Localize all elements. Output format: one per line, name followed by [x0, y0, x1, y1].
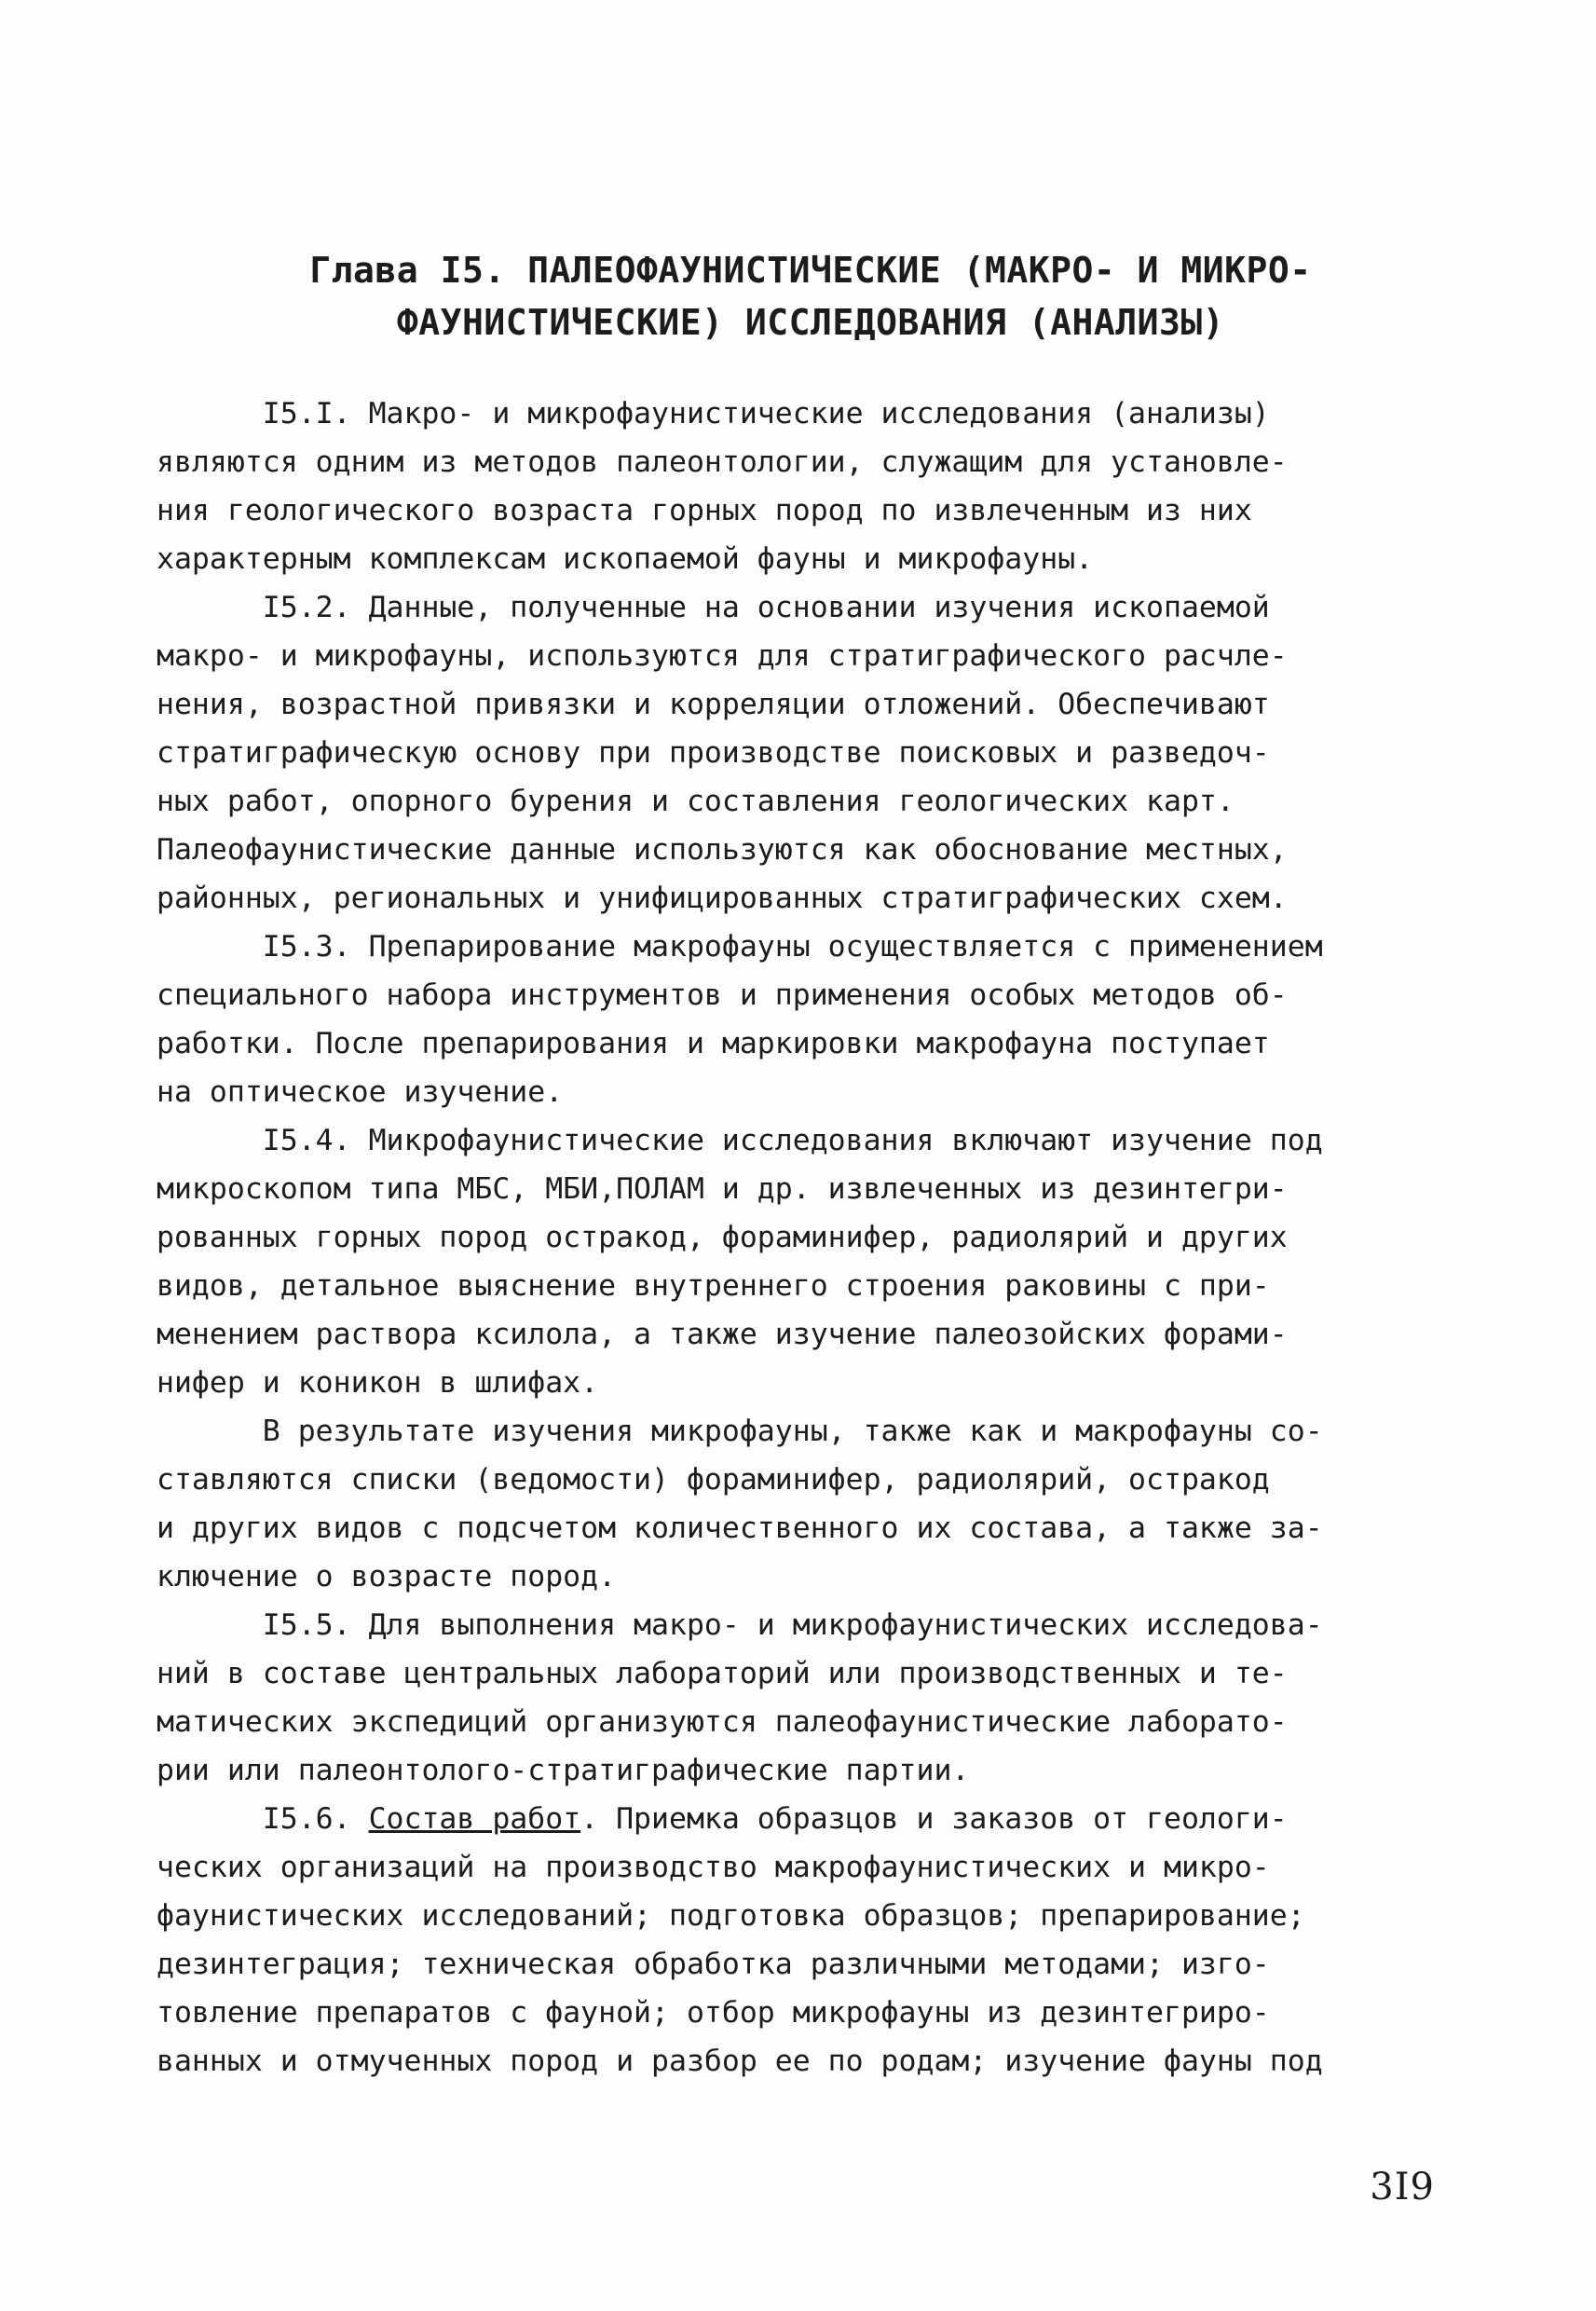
text-line: являются одним из методов палеонтологии, служащим для установле- — [157, 445, 1288, 479]
text-line: I5.5. Для выполнения макро- и микрофаунистических исследова- — [157, 1608, 1323, 1642]
text-line: макро- и микрофауны, используются для стратиграфического расчле- — [157, 639, 1288, 673]
text-line: микроскопом типа МБС, МБИ,ПОЛАМ и др. извлеченных из дезинтегри- — [157, 1172, 1288, 1206]
text-line: ставляются списки (ведомости) фораминифер, радиолярий, остракод — [157, 1463, 1270, 1497]
text-line: В результате изучения микрофауны, также как и макрофауны со- — [157, 1415, 1323, 1448]
page-number: 3I9 — [1370, 2166, 1435, 2208]
text-line: менением раствора ксилола, а также изучение палеозойских форами- — [157, 1318, 1288, 1351]
chapter-title — [130, 244, 1491, 349]
section-number: I5.6. — [157, 1802, 369, 1836]
text-line: товление препаратов с фауной; отбор микрофауны из дезинтегриро- — [157, 1996, 1270, 2030]
text-line: фаунистических исследований; подготовка образцов; препарирование; — [157, 1899, 1305, 1933]
underlined-heading: Состав работ — [368, 1802, 581, 1836]
text-line: I5.2. Данные, полученные на основании изучения ископаемой — [157, 591, 1270, 624]
text-continuation: . Приемка образцов и заказов от геологи- — [580, 1802, 1288, 1836]
text-line: стратиграфическую основу при производстве поисковых и разведоч- — [157, 736, 1270, 770]
text-line: I5.4. Микрофаунистические исследования включают изучение под — [157, 1124, 1323, 1157]
text-line: работки. После препарирования и маркировки макрофауна поступает — [157, 1027, 1270, 1060]
text-line-with-underline — [157, 1795, 1461, 1843]
text-line: дезинтеграция; техническая обработка различными методами; изго- — [157, 1948, 1270, 1981]
body-text — [157, 390, 1461, 2085]
text-line: рованных горных пород остракод, фораминифер, радиолярий и других — [157, 1221, 1288, 1254]
text-line: рии или палеонтолого-стратиграфические партии. — [157, 1754, 970, 1787]
text-line: видов, детальное выяснение внутреннего строения раковины с при- — [157, 1269, 1270, 1303]
text-line: характерным комплексам ископаемой фауны и микрофауны. — [157, 542, 1094, 576]
text-line: I5.3. Препарирование макрофауны осуществляется с применением — [157, 930, 1323, 964]
text-line: специального набора инструментов и применения особых методов об- — [157, 978, 1288, 1012]
chapter-title-line-2: ФАУНИСТИЧЕСКИЕ) ИССЛЕДОВАНИЯ (АНАЛИЗЫ) — [396, 302, 1225, 343]
text-line: и других видов с подсчетом количественного их состава, а также за- — [157, 1511, 1323, 1545]
text-line: матических экспедиций организуются палеофаунистические лаборато- — [157, 1705, 1288, 1739]
text-line: районных, региональных и унифицированных стратиграфических схем. — [157, 882, 1288, 915]
text-line: ний в составе центральных лабораторий или производственных и те- — [157, 1657, 1288, 1690]
text-line: нения, возрастной привязки и корреляции отложений. Обеспечивают — [157, 688, 1270, 721]
text-line: ключение о возрасте пород. — [157, 1560, 617, 1593]
text-line: нифер и коникон в шлифах. — [157, 1366, 599, 1400]
text-line: ческих организаций на производство макрофаунистических и микро- — [157, 1851, 1270, 1884]
text-line: I5.I. Макро- и микрофаунистические исследования (анализы) — [157, 397, 1270, 431]
text-line: Палеофаунистические данные используются как обоснование местных, — [157, 833, 1288, 867]
text-line: ния геологического возраста горных пород по извлеченным из них — [157, 494, 1252, 527]
text-line: ных работ, опорного бурения и составления геологических карт. — [157, 785, 1235, 818]
text-line: на оптическое изучение. — [157, 1075, 564, 1109]
chapter-title-line-1: Глава I5. ПАЛЕОФАУНИСТИЧЕСКИЕ (МАКРО- И МИКРО- — [309, 250, 1312, 291]
text-line: ванных и отмученных пород и разбор ее по родам; изучение фауны под — [157, 2044, 1323, 2078]
